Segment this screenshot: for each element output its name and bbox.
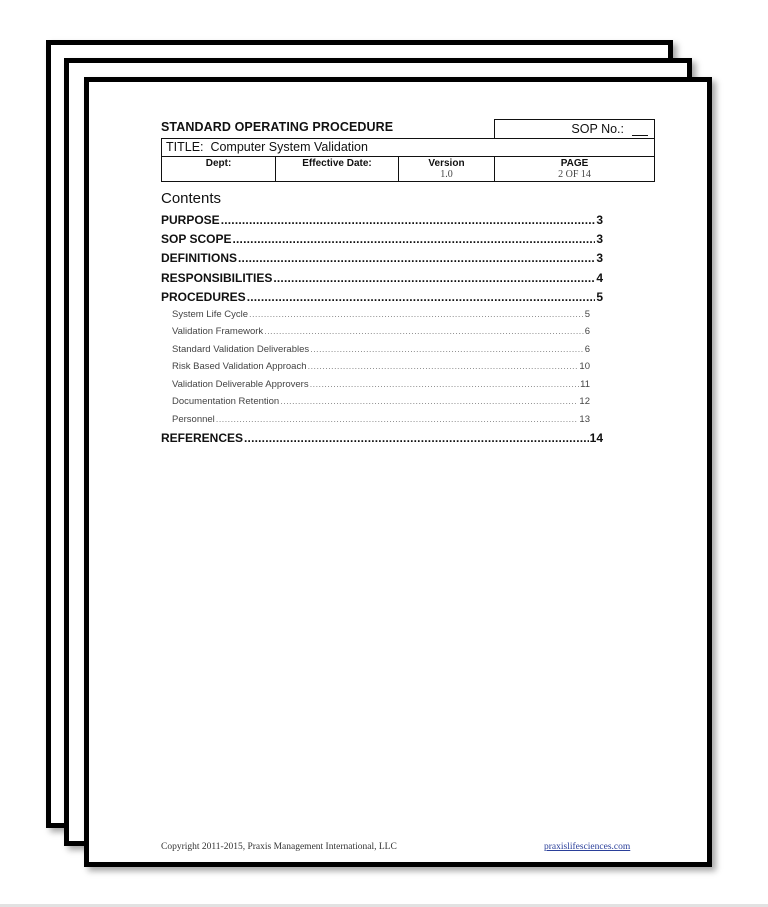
toc-entry-label: DEFINITIONS [161,251,238,266]
toc-entry-label: System Life Cycle [172,308,249,320]
toc-leader-dots [244,431,589,445]
toc-entry-purpose[interactable] [161,213,603,232]
toc-page-number: 5 [596,289,603,304]
toc-page-number: 3 [596,251,603,266]
header-cell-dept [162,157,276,181]
toc-leader-dots [247,290,596,304]
toc-entry-label: SOP SCOPE [161,232,232,247]
sop-number-blank [632,123,648,136]
toc-page-number: 11 [580,378,590,390]
toc-entry-standard-validation-deliverables[interactable] [172,344,590,362]
toc-page-number: 12 [579,396,590,408]
toc-entry-label: Standard Validation Deliverables [172,343,310,355]
header-info-row [162,157,654,181]
toc-entry-label: PURPOSE [161,213,220,227]
toc-page-number: 14 [589,431,603,446]
footer-copyright: Copyright 2011-2015, Praxis Management International, LLC [161,842,397,852]
toc-leader-dots [238,251,595,265]
table-of-contents [161,213,604,451]
document-page [84,77,712,867]
toc-page-number: 6 [584,326,590,338]
toc-entry-responsibilities[interactable] [161,271,603,290]
toc-entry-label: REFERENCES [161,431,244,446]
document-title: TITLE: Computer System Validation [162,139,654,157]
page-label: PAGE [560,158,589,169]
toc-entry-personnel[interactable] [172,414,590,432]
toc-entry-system-life-cycle[interactable] [172,309,590,327]
toc-entry-label: Personnel [172,413,215,425]
toc-entry-validation-deliverable-approvers[interactable] [172,379,590,397]
toc-page-number: 6 [584,343,590,355]
sop-heading: STANDARD OPERATING PROCEDURE [161,120,394,134]
toc-entry-references[interactable] [161,431,603,450]
toc-entry-label: Validation Deliverable Approvers [172,378,309,390]
toc-leader-dots [273,271,595,285]
toc-entry-label: Validation Framework [172,326,264,338]
toc-leader-dots [249,309,584,320]
version-value: 1.0 [440,169,453,180]
toc-entry-label: Risk Based Validation Approach [172,361,307,373]
toc-entry-procedures[interactable] [161,290,603,309]
toc-page-number: 5 [584,308,590,320]
toc-page-number: 3 [596,213,603,227]
toc-leader-dots [310,344,584,355]
page-value: 2 OF 14 [558,169,591,180]
footer-website-link[interactable]: praxislifesciences.com [544,842,631,852]
toc-entry-validation-framework[interactable] [172,326,590,344]
sop-number-label: SOP No.: [571,122,624,136]
toc-entry-label: RESPONSIBILITIES [161,270,273,285]
effective-date-label: Effective Date: [302,158,372,169]
dept-label: Dept: [205,158,232,169]
toc-leader-dots [264,326,584,337]
toc-leader-dots [216,414,579,425]
toc-entry-label: PROCEDURES [161,289,246,304]
toc-leader-dots [308,361,579,372]
toc-page-number: 13 [579,413,590,425]
contents-heading: Contents [161,190,222,207]
toc-page-number: 4 [596,270,603,285]
header-cell-page [495,157,654,181]
toc-entry-sop-scope[interactable] [161,232,603,251]
toc-leader-dots [221,213,596,227]
toc-entry-label: Documentation Retention [172,396,280,408]
toc-page-number: 10 [579,361,590,373]
toc-entry-documentation-retention[interactable] [172,396,590,414]
toc-entry-risk-based-validation-approach[interactable] [172,361,590,379]
sop-number-box [494,119,655,139]
toc-leader-dots [310,379,580,390]
header-table [161,138,655,182]
version-label: Version [428,158,465,169]
toc-leader-dots [232,232,595,246]
header-cell-version [399,157,495,181]
header-cell-effective-date [276,157,399,181]
toc-leader-dots [280,396,578,407]
toc-entry-definitions[interactable] [161,251,603,270]
toc-page-number: 3 [596,232,603,247]
